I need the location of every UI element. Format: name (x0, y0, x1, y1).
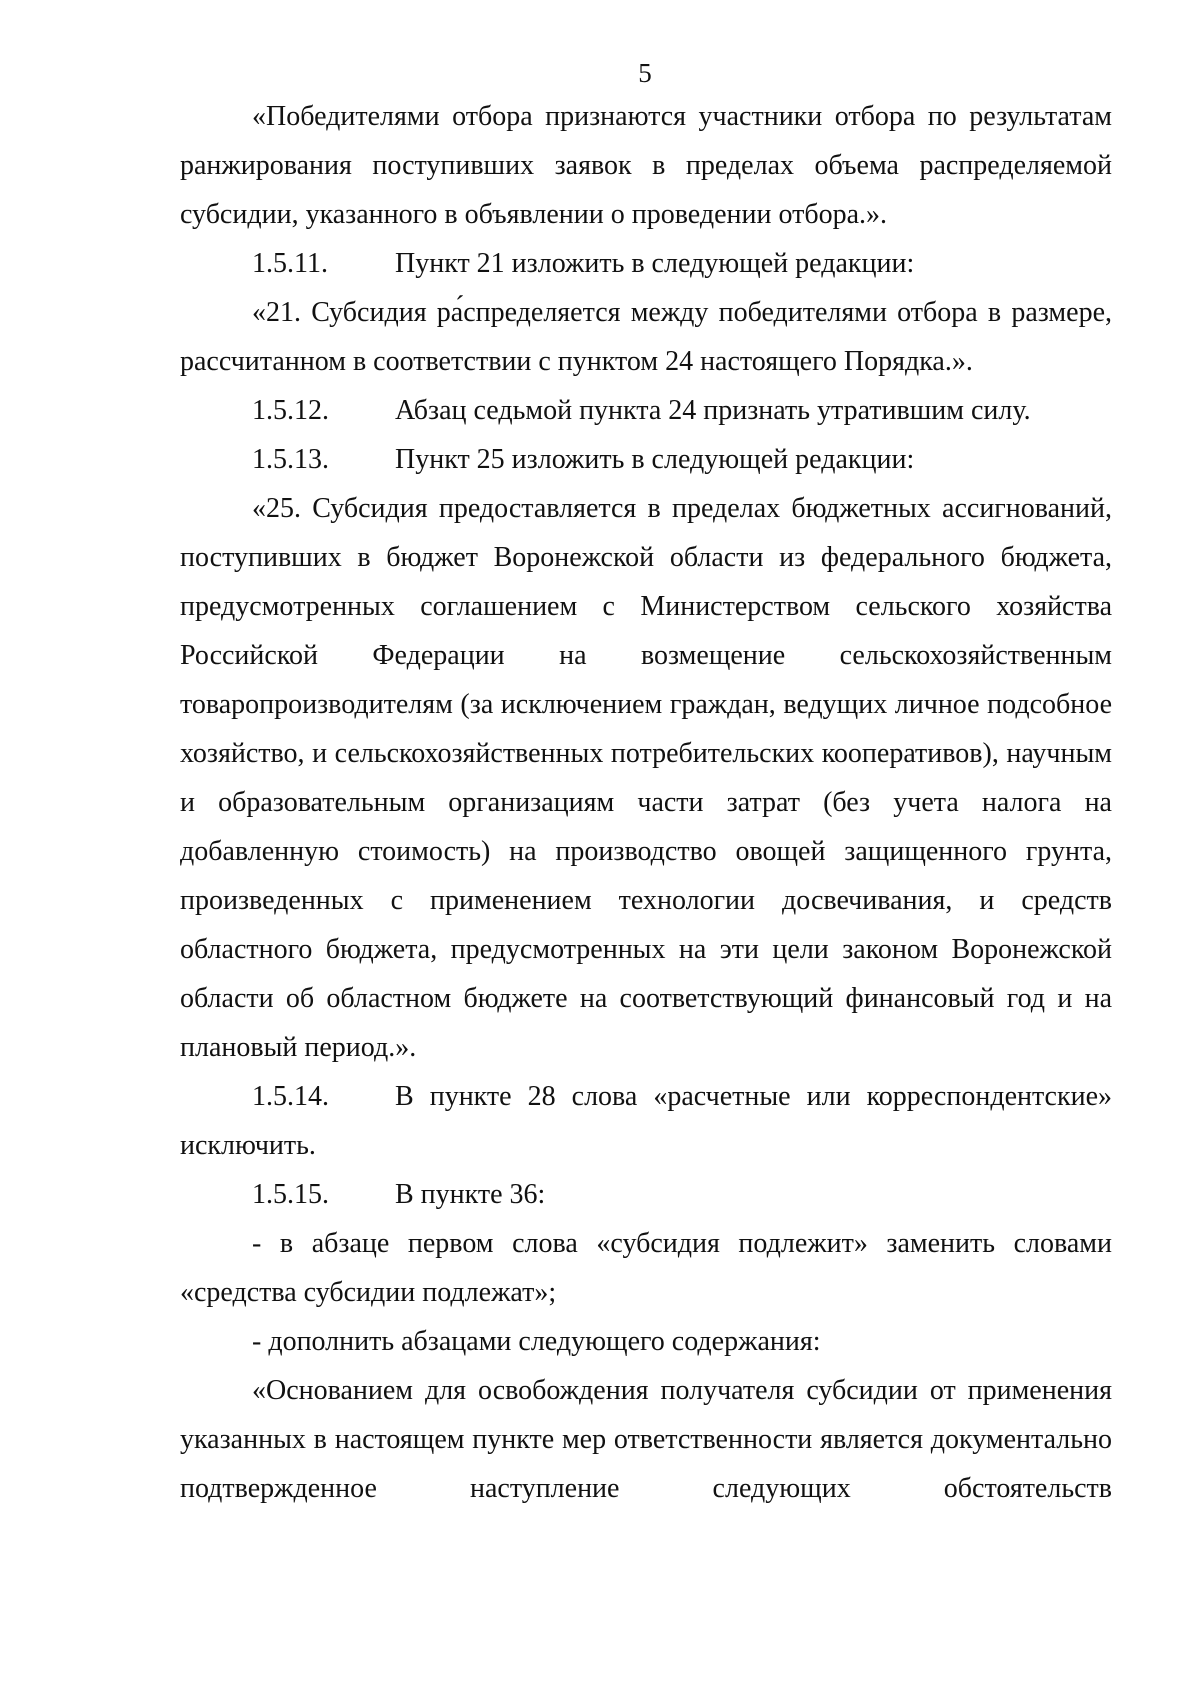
item-number: 1.5.12. (252, 395, 329, 426)
dash-item-add-paragraphs: - дополнить абзацами следующего содержания: (252, 1326, 821, 1357)
item-1-5-15 (180, 1170, 1112, 1219)
item-text: В пункте 28 слова «расчетные или корреспондентские» исключить. (180, 1081, 1112, 1161)
document-body (180, 92, 1112, 1513)
paragraph-point-21: «21. Субсидия ра́спределяется между победителями отбора в размере, рассчитанном в соответствии с пунктом 24 настоящего Порядка.». (180, 297, 1112, 377)
paragraph-winners: «Победителями отбора признаются участники отбора по результатам ранжирования поступивших заявок в пределах объема распределяемой субсидии, указанного в объявлении о проведении отбора.». (180, 101, 1112, 230)
item-number: 1.5.11. (252, 248, 328, 279)
item-1-5-13 (180, 435, 1112, 484)
paragraph-exemption-basis: «Основанием для освобождения получателя субсидии от применения указанных в настоящем пункте мер ответственности является документально подтвержденное наступление следующих обстоятельств (180, 1375, 1112, 1504)
item-text: Абзац седьмой пункта 24 признать утратившим силу. (395, 395, 1031, 426)
dash-item-first-paragraph: - в абзаце первом слова «субсидия подлежит» заменить словами «средства субсидии подлежат»; (180, 1228, 1112, 1308)
paragraph-point-25: «25. Субсидия предоставляется в пределах бюджетных ассигнований, поступивших в бюджет Воронежской области из федерального бюджета, предусмотренных соглашением с Министерством сельского хозяйства Российской Федерации на возмещение сельскохозяйственным товаропроизводителям (за исключением граждан, ведущих личное подсобное хозяйство, и сельскохозяйственных потребительских кооперативов), научным и образовательным организациям части затрат (без учета налога на добавленную стоимость) на производство овощей защищенного грунта, произведенных с применением технологии досвечивания, и средств областного бюджета, предусмотренных на эти цели законом Воронежской области об областном бюджете на соответствующий финансовый год и на плановый период.». (180, 493, 1112, 1063)
item-number: 1.5.13. (252, 444, 329, 475)
item-1-5-11 (180, 239, 1112, 288)
item-number: 1.5.15. (252, 1179, 329, 1210)
item-text: Пункт 25 изложить в следующей редакции: (395, 444, 915, 475)
page-number: 5 (638, 58, 652, 88)
item-1-5-12 (180, 386, 1112, 435)
item-number: 1.5.14. (252, 1081, 329, 1112)
item-1-5-14 (180, 1072, 1112, 1170)
item-text: В пункте 36: (395, 1179, 546, 1210)
item-text: Пункт 21 изложить в следующей редакции: (395, 248, 915, 279)
